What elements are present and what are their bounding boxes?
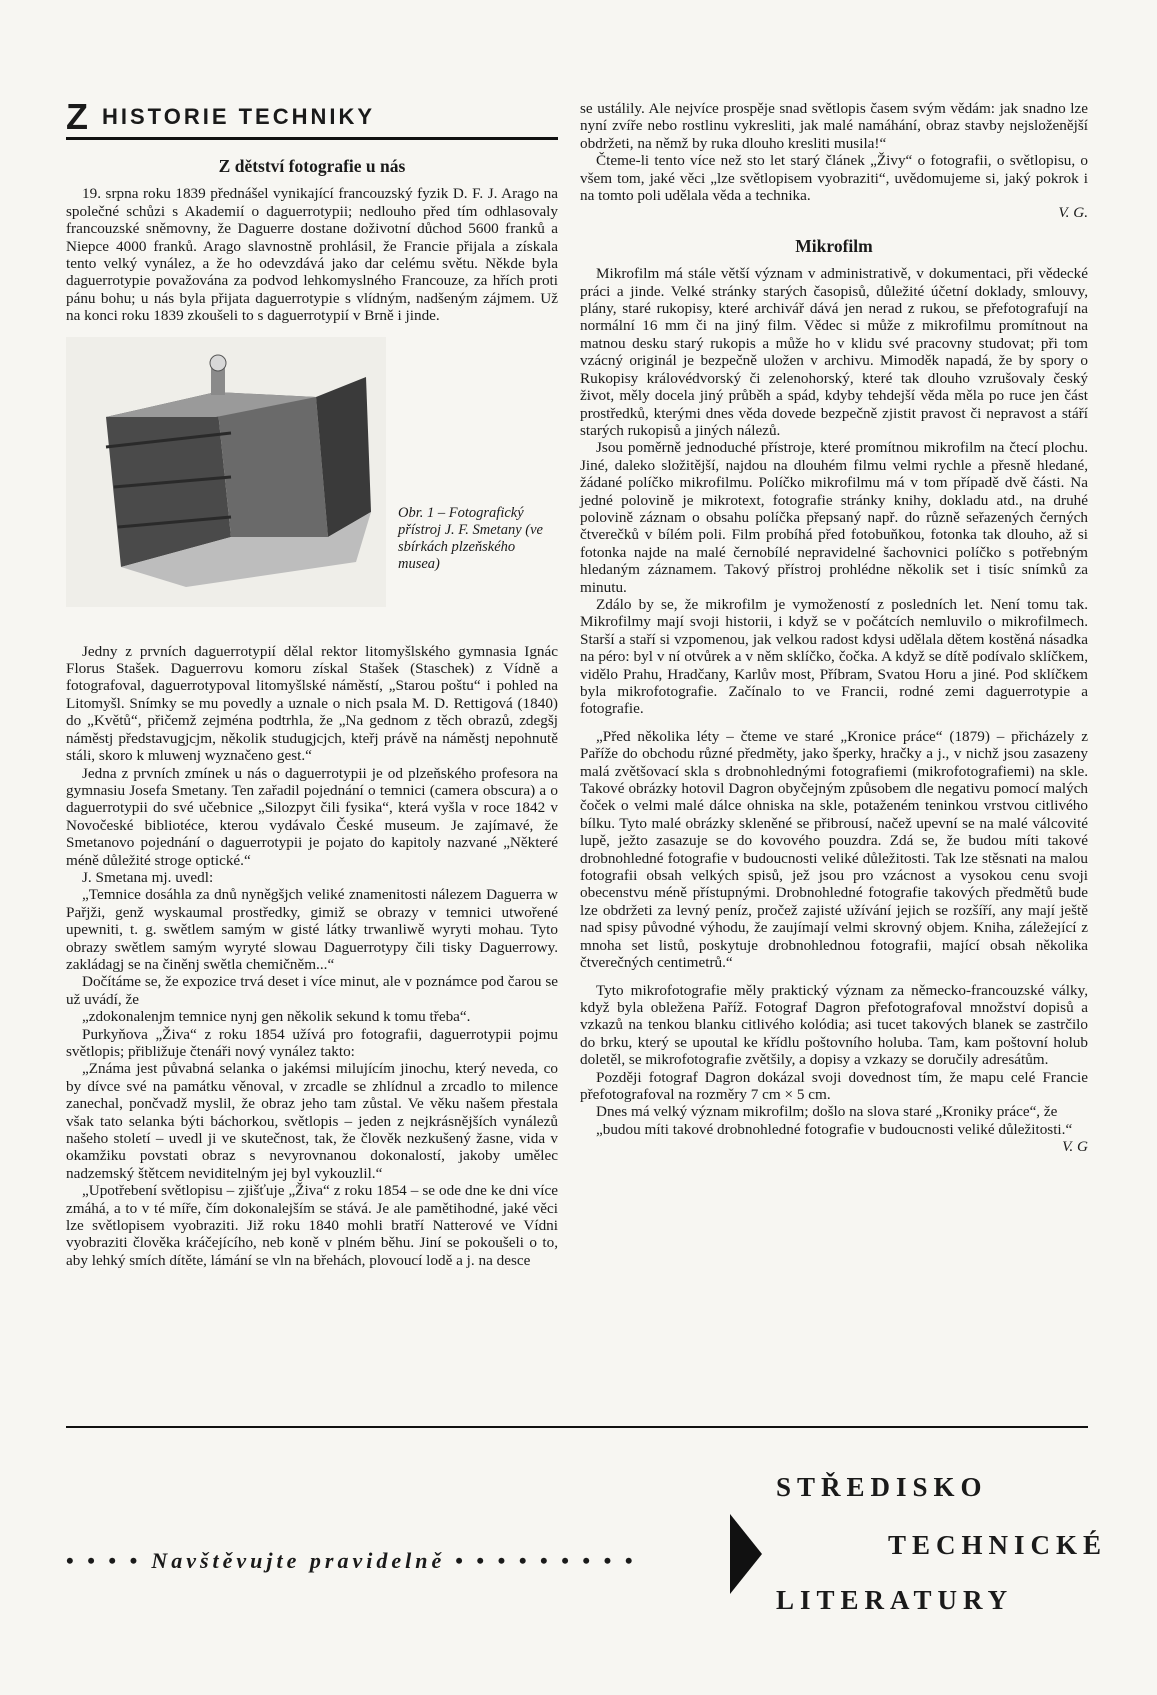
slogan-dots-left: • • • • [66,1548,142,1573]
section-title: HISTORIE TECHNIKY [102,104,376,130]
section-letter: Z [66,96,88,137]
section-header [66,96,558,140]
quote-paragraph: „Upotřebení světlopisu – zjišťuje „Živa“ z roku 1854 – se ode dne ke dni více zmáhá, a to v té míře, čím dokonalejším se stává. Je ale pamětihodné, jaké věci lze světlopisem vyobraziti. Již roku 1840 mohli bratří Natterové ve Vídni vyobraziti člověka kráčejícího, neb koně v plném běhu. Jiní se pokoušeli o to, aby lehký smích dítěte, lámání se vln na břehách, plovoucí lodě a j. na desce [66,1182,558,1269]
quote-paragraph: „budou míti takové drobnohledné fotografie v budoucnosti veliké důležitosti.“ [596,1120,1073,1138]
quote-paragraph: „zdokonalenjm temnice nynj gen několik sekund k tomu třeba“. [82,1008,471,1026]
brand-line-1: STŘEDISKO [776,1472,988,1502]
article-paragraph: 19. srpna roku 1839 přednášel vynikající francouzský fyzik D. F. J. Arago na společné schůzi s Akademií o daguerrotypii; nedlouho před tím odhlasovaly francouzské sněmovny, že Daguerre dostane doživotní důchod 5600 franků a Niepce 4000 franků. Arago slavnostně prohlásil, že Francie přijala a získala tento velký vynález, a že ho odevzdává jako dar celému světu. Někde byla daguerrotypie považována za podvod lehkomyslného Francouze, za hřích proti pánu bohu; u nás byla přijata daguerrotypie s vlídným, nadšeným zájmem. Už na konci roku 1839 zkoušeli to s daguerrotypií v Brně i jinde. [66,185,558,325]
slogan-text: Navštěvujte pravidelně [151,1548,446,1573]
right-column [580,100,1088,1156]
article-paragraph: Později fotograf Dagron dokázal svoji dovednost tím, že mapu celé Francie přefotografoval na rozměry 7 cm × 5 cm. [580,1068,1088,1103]
author-signature: V. G [1062,1138,1088,1156]
camera-photo [66,337,386,607]
brand-line-3: LITERATURY [776,1585,1014,1615]
article-paragraph: Dnes má velký význam mikrofilm; došlo na slova staré „Kroniky práce“, že [596,1103,1058,1121]
figure [66,337,558,627]
article-paragraph: Jsou poměrně jednoduché přístroje, které promítnou mikrofilm na čtecí plochu. Jiné, daleko složitější, najdou na dlouhém filmu velmi rychle a přesně hledané, žádané políčko mikrofilmu. Políčko mikrofilmu má v tom případě dvě části. Na jedné polovině je mikrotext, fotografie stránky knihy, dokladu atd., na druhé polovině záznam o obsahu políčka přepsaný např. do různě seřazených černých čtverečků v bílém poli. Film probíhá před fotobuňkou, fotonka tak dlouho, až si fotonka najde na malé černobílé nepravidelné šachovnici políčko s potřebným hledaným záznamem. Takový přístroj prohlédne několik set i tisíc snímků za minutu. [580,439,1088,596]
right-triangle-arrow-icon [730,1514,762,1594]
article-title: Mikrofilm [795,235,873,256]
article-paragraph: Purkyňova „Živa“ z roku 1854 užívá pro fotografii, daguerrotypii pojmu světlopis; přibližuje čtenáři nový vynález takto: [66,1025,558,1060]
article-paragraph: Jedny z prvních daguerrotypií dělal rektor litomyšlského gymnasia Ignác Florus Stašek. Daguerrovu komoru získal Stašek (Staschek) z Vídně a fotografoval, daguerrotypoval litomyšlské náměstí, „Starou poštu“ i pohled na Litomyšl. Snímky se mu povedly a uznale o nich psala M. D. Rettigová (1840) do „Květů“, přičemž zejména podtrhla, že „Na gednom z těch obrazů, zdegšj náměstj představugjcjm, několik studugjcjch, kteřj právě na náměstj nepohnutě stáli, skoro k mluwenj wyznačeno gest.“ [66,642,558,765]
article-title: Z dětství fotografie u nás [218,156,406,176]
article-paragraph: Jedna z prvních zmínek u nás o daguerrotypii je od plzeňského profesora na gymnasiu Josefa Smetany. Ten zařadil pojednání o temnici (camera obscura) a o daguerrotypii do své učebnice „Silozpyt čili fysika“, která vyšla v roce 1842 v Novočeské bibliotéce, kterou vydávalo České museum. Je zajímavé, že Smetanovo pojednání o daguerrotypii je pojato do kapitoly nazvané „Některé méně důležité stroge optické.“ [66,764,558,869]
article-paragraph: Dočítáme se, že expozice trvá deset i více minut, ale v poznámce pod čarou se už uvádí, že [66,973,558,1008]
slogan-dots-right: • • • • • • • • • [455,1548,637,1573]
left-column [66,96,558,1269]
article-paragraph: Tyto mikrofotografie měly praktický význam za německo-francouzské války, když byla obležena Paříž. Fotograf Dagron přefotografoval množství dopisů a vzkazů na tenkou blanku citlivého kolódia; asi tucet takových blanek se zastrčilo do brku, který se upoutal ke křídlu poštovního holuba. Tam, kam poštovní holub doletěl, se mikrofotografie zvětšily, a dopisy a vzkazy se doručily adresátům. [580,981,1088,1069]
quote-paragraph: „Temnice dosáhla za dnů nyněgšjch veliké znamenitosti nálezem Daguerra w Pařjži, genž wyskaumal prostředky, gimiž se obrazy v temnici utwořené upewniti, t. g. swětlem samým w gisté látky trwanliwě wyryti mohau. Tyto obrazy swětlem samým wyryté slowau Daguerrotypy čili tisky Daguerrowy. zakládagj se na činěnj swětla chemičněm...“ [66,886,558,973]
article-paragraph: Mikrofilm má stále větší význam v administrativě, v dokumentaci, při vědecké práci a jinde. Velké stránky starých časopisů, důležité účetní doklady, smlouvy, plány, staré rukopisy, které archivář dává jen nerad z rukou, se přefotografují na normální 16 mm či na jiný film. Vědec si může z mikrofilmu promítnout na matnou desku starý rukopis a může ho v klidu své pracovny studovat; při tom vzácný originál je bezpečně uložen v archivu. Mimoděk napadá, že by spory o Rukopisy královédvorský či zelenohorský, které tak dlouho vzrušovaly český život, měly docela jiný průběh a spád, kdyby tehdejší věda měla po ruce jen část prostředků, kterými dnes věda dovede bezpečně zjistit pravost či nepravost a stáří starých rukopisů a jiných nálezů. [580,265,1088,439]
camera-illustration-icon [66,337,386,607]
article-paragraph: se ustálily. Ale nejvíce prospěje snad světlopis časem svým vědám: jak snadno lze nyní zvíře nebo rostlinu vykresliti, jak malé namáhání, obraz stavby nejsloženější obdržeti, na němž by ruka dlouho kresliti musila!“ [580,100,1088,152]
figure-caption: Obr. 1 – Fotografický přístroj J. F. Smetany (ve sbírkách plzeňského musea) [398,504,543,572]
author-signature: V. G. [1058,204,1088,222]
article-paragraph: Čteme-li tento více než sto let starý článek „Živy“ o fotografii, o světlopisu, o všem tom, jaké věci „lze světlopisem vyobraziti“, uvědomujeme si, jaký pokrok i na tomto poli udělala věda a technika. [580,152,1088,205]
quote-paragraph: „Známa jest půvabná selanka o jakémsi milujícím jinochu, který neveda, co by dívce své na památku věnoval, v zrcadle se zhlídnul a zrcadlo to milence zanechal, pončvadž myslil, že obraz jeho tam zůstal. Ve věku našem přestala však tato selanka býti báchorkou, světlopis – jeden z nejkrásnějších vynálezů našeho století – uvedl ji ve skutečnost, tak, že člověk nezkušený žasne, vida v okamžiku povstati obraz s nevyrovnanou dokonalostí, jakoby umělec nadzemský štětcem neviditelným jej byl vykouzlil.“ [66,1060,558,1182]
article-paragraph: Zdálo by se, že mikrofilm je vymožeností z posledních let. Není tomu tak. Mikrofilmy mají svoji historii, i když se v počátcích nemluvilo o mikrofilmech. Starší a staří si vzpomenou, jak velkou radost kdysi udělala dětem kostěná násadka na péro: byl v ní otvůrek a v něm sklíčko, čočka. A když se dítě podívalo sklíčkem, vidělo Prahu, Hradčany, Karlův most, Příbram, Svatou Horu a jiné. Pod sklíčkem byla mikrofotografie. Začínalo to ve Francii, rodné zemi daguerrotypie a fotografie. [580,595,1088,718]
footer-slogan [66,1548,637,1574]
quote-paragraph: „Před několika léty – čteme ve staré „Kronice práce“ (1879) – přicházely z Paříže do obchodu různé předměty, jako šperky, hračky a j., v nichž jsou zasazeny malá zvětšovací skla s drobnohlednými fotografiemi (mikrofotografiemi) na skle. Takové obrázky hotovil Dagron obyčejným způsobem dle negativu pomocí malých čoček o velmi malé dálce ohniska na skle, potaženém teninkou vrstvou citlivého bílku. Tyto malé obrázky skleněné se přibrousí, načež upevní se na malé válcovité lupě, ježto zasazuje se do kovového pouzdra. Zdá se, že budou míti takové drobnohledné fotografie v budoucnosti veliké důležitosti. Tak lze stěsnati na malou fotografii obsah velkých spisů, jež jsou pro vzácnost a vysokou cenu svoji obecenstvu méně přístupnými. Drobnohledné fotografie takových předmětů bude lze obdržeti za levný peníz, pročež zajisté užívání jejich se rozšíří, any mají ještě nad spisy původné výhodu, že zaujímají velmi skrovný objem. Kniha, záležející z mnoha set listů, poskytuje drobnohlednou fotografii, mající obsah několika čtverečných centimetrů.“ [580,727,1088,972]
article-paragraph: J. Smetana mj. uvedl: [82,868,214,886]
footer-divider [66,1426,1088,1428]
brand-line-2: TECHNICKÉ [888,1530,1108,1560]
